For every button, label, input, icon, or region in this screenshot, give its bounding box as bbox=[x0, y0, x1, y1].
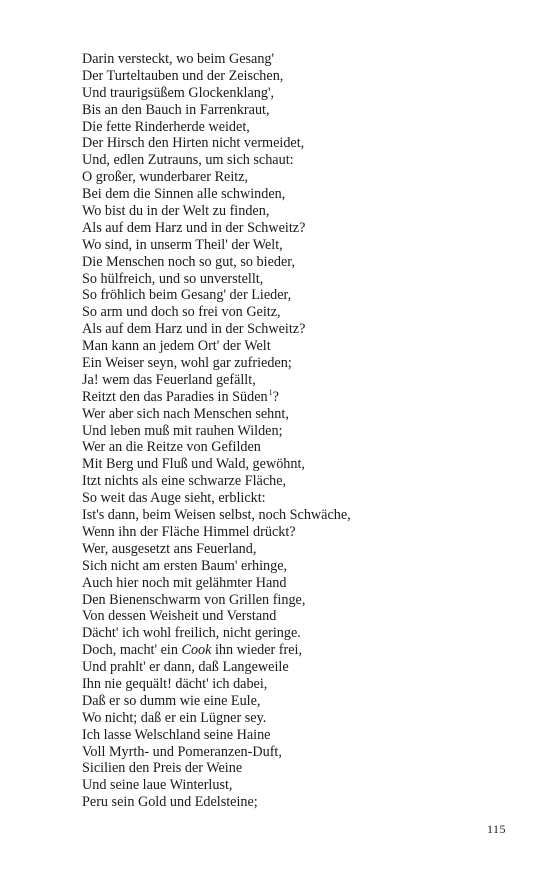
poem-line-text: Als auf dem Harz und in der Schweitz? bbox=[82, 219, 306, 236]
poem-line-text: Bis an den Bauch in Farrenkraut, bbox=[82, 101, 270, 118]
poem-line-text: Dächt' ich wohl freilich, nicht geringe. bbox=[82, 625, 301, 642]
poem-line bbox=[82, 135, 522, 152]
poem-line-text: Von dessen Weisheit und Verstand bbox=[82, 608, 277, 625]
poem-line bbox=[82, 68, 522, 85]
poem-line-text: Wer an die Reitze von Gefilden bbox=[82, 439, 261, 456]
poem-line-text: Ist's dann, beim Weisen selbst, noch Schwäche, bbox=[82, 507, 351, 524]
poem-line-text: Wo nicht; daß er ein Lügner sey. bbox=[82, 709, 267, 726]
poem-line bbox=[82, 558, 522, 575]
poem-line-text: Die fette Rinderherde weidet, bbox=[82, 118, 250, 135]
poem-line-text: Itzt nichts als eine schwarze Fläche, bbox=[82, 473, 287, 490]
poem-line bbox=[82, 727, 522, 744]
poem-line bbox=[82, 625, 522, 642]
poem-line bbox=[82, 85, 522, 102]
poem-line-text: Die Menschen noch so gut, so bieder, bbox=[82, 253, 295, 270]
poem-line-text: So weit das Auge sieht, erblickt: bbox=[82, 490, 266, 507]
poem-line bbox=[82, 608, 522, 625]
poem-line-text: Darin versteckt, wo beim Gesang' bbox=[82, 51, 275, 67]
poem-line bbox=[82, 237, 522, 254]
poem-line-text: Wenn ihn der Fläche Himmel drückt? bbox=[82, 523, 296, 540]
poem-line-text: Ja! wem das Feuerland gefällt, bbox=[82, 371, 256, 388]
poem-line-text: Wo bist du in der Welt zu finden, bbox=[82, 203, 270, 220]
poem-line-text: Ihn nie gequält! dächt' ich dabei, bbox=[82, 675, 268, 692]
poem-line-text: O großer, wunderbarer Reitz, bbox=[82, 169, 249, 186]
poem-line-text: Auch hier noch mit gelähmter Hand bbox=[82, 574, 287, 591]
poem-line-text: Wo sind, in unserm Theil' der Welt, bbox=[82, 236, 283, 253]
poem-line bbox=[82, 406, 522, 423]
poem-line-text: Der Turteltauben und der Zeischen, bbox=[82, 67, 284, 84]
poem-line bbox=[82, 423, 522, 440]
poem-line-text-tail: ? bbox=[272, 388, 279, 405]
poem-line bbox=[82, 271, 522, 288]
poem-line-italic-name: Cook bbox=[181, 642, 212, 659]
poem-line-text: Doch, macht' ein bbox=[82, 642, 182, 659]
poem-line-text: Und, edlen Zutrauns, um sich schaut: bbox=[82, 152, 294, 169]
poem-line-text: Bei dem die Sinnen alle schwinden, bbox=[82, 186, 286, 203]
poem-line-text: Und leben muß mit rauhen Wilden; bbox=[82, 422, 283, 439]
poem-line bbox=[82, 304, 522, 321]
poem-line bbox=[82, 220, 522, 237]
poem-line bbox=[82, 642, 522, 659]
poem-line-text: Man kann an jedem Ort' der Welt bbox=[82, 338, 271, 355]
poem-line-text: Reitzt den das Paradies in Süden bbox=[82, 388, 268, 405]
poem-line-text: Sich nicht am ersten Baum' erhinge, bbox=[82, 557, 288, 574]
poem-line bbox=[82, 592, 522, 609]
poem-line-text: Voll Myrth- und Pomeranzen-Duft, bbox=[82, 743, 282, 760]
poem-line-text: Daß er so dumm wie eine Eule, bbox=[82, 692, 261, 709]
poem-line bbox=[82, 473, 522, 490]
poem-line-text: Mit Berg und Fluß und Wald, gewöhnt, bbox=[82, 456, 305, 473]
poem-line bbox=[82, 507, 522, 524]
poem-line-text: Wer, ausgesetzt ans Feuerland, bbox=[82, 540, 257, 557]
poem-line-text: So hülfreich, und so unverstellt, bbox=[82, 270, 264, 287]
poem-line bbox=[82, 676, 522, 693]
poem-line bbox=[82, 338, 522, 355]
poem-line bbox=[82, 456, 522, 473]
poem-line-text: Der Hirsch den Hirten nicht vermeidet, bbox=[82, 135, 305, 152]
poem-line-text: Wer aber sich nach Menschen sehnt, bbox=[82, 405, 289, 422]
poem-line bbox=[82, 490, 522, 507]
poem-line bbox=[82, 321, 522, 338]
poem-line-text: So fröhlich beim Gesang' der Lieder, bbox=[82, 287, 292, 304]
poem-line-text: Und prahlt' er dann, daß Langeweile bbox=[82, 659, 289, 676]
poem-line bbox=[82, 203, 522, 220]
poem-line-text: So arm und doch so frei von Geitz, bbox=[82, 304, 281, 321]
footnote-marker[interactable]: 1 bbox=[268, 387, 273, 397]
poem-line bbox=[82, 169, 522, 186]
poem-line-text-tail: ihn wieder frei, bbox=[211, 642, 303, 659]
poem-line bbox=[82, 710, 522, 727]
poem-line bbox=[82, 524, 522, 541]
poem-line-text: Und traurigsüßem Glockenklang', bbox=[82, 84, 275, 101]
poem-line-text: Ein Weiser seyn, wohl gar zufrieden; bbox=[82, 355, 292, 372]
poem-line bbox=[82, 389, 522, 406]
poem-line bbox=[82, 439, 522, 456]
poem-line bbox=[82, 287, 522, 304]
poem-line-text: Den Bienenschwarm von Grillen finge, bbox=[82, 591, 306, 608]
poem-line bbox=[82, 744, 522, 761]
poem-line bbox=[82, 659, 522, 676]
poem-line bbox=[82, 760, 522, 777]
poem-line bbox=[82, 693, 522, 710]
poem-line-text: Sicilien den Preis der Weine bbox=[82, 760, 243, 777]
poem-line bbox=[82, 541, 522, 558]
poem-line-text: Und seine laue Winterlust, bbox=[82, 777, 233, 794]
poem-line bbox=[82, 575, 522, 592]
poem-line bbox=[82, 254, 522, 271]
poem-line bbox=[82, 102, 522, 119]
poem-line bbox=[82, 119, 522, 136]
poem-line bbox=[82, 777, 522, 794]
poem-line bbox=[82, 152, 522, 169]
poem-line-text: Peru sein Gold und Edelsteine; bbox=[82, 794, 258, 811]
poem-line-text: Als auf dem Harz und in der Schweitz? bbox=[82, 321, 306, 338]
poem-line bbox=[82, 51, 522, 68]
poem-line bbox=[82, 372, 522, 389]
poem-line bbox=[82, 794, 522, 811]
poem-line bbox=[82, 355, 522, 372]
poem-line bbox=[82, 186, 522, 203]
poem-text-block bbox=[82, 51, 522, 811]
poem-line-text: Ich lasse Welschland seine Haine bbox=[82, 726, 271, 743]
page-number: 115 bbox=[486, 822, 506, 836]
